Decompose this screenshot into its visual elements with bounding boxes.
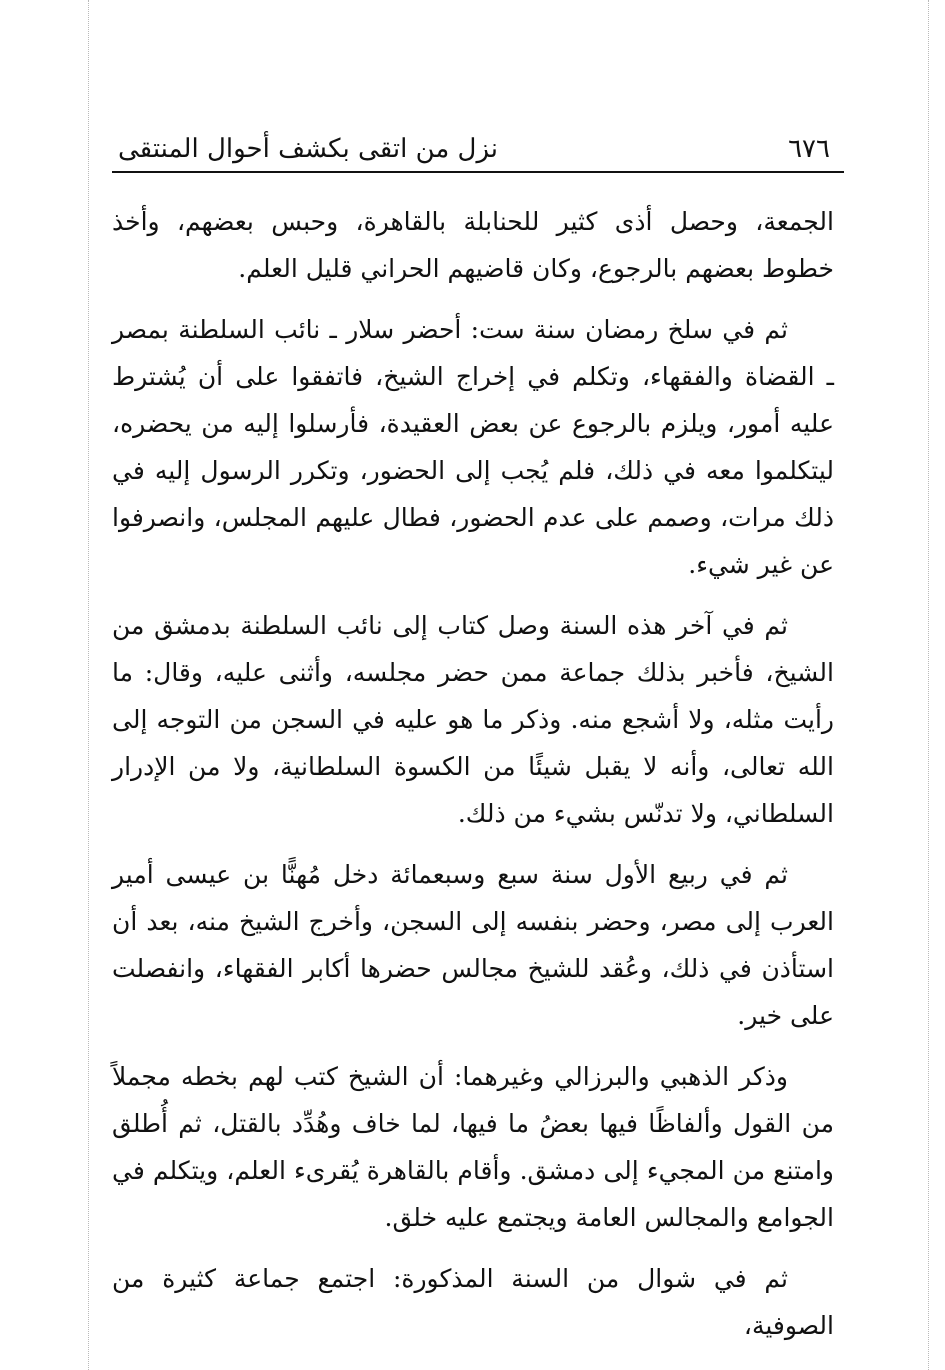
running-header <box>112 128 844 172</box>
main-text <box>112 198 834 1363</box>
paragraph-1: الجمعة، وحصل أذى كثير للحنابلة بالقاهرة، وحبس بعضهم، وأخذ خطوط بعضهم بالرجوع، وكان قاضيهم الحراني قليل العلم. <box>112 207 834 283</box>
paragraph-4: ثم في ربيع الأول سنة سبع وسبعمائة دخل مُهنًّا بن عيسى أمير العرب إلى مصر، وحضر بنفسه إلى السجن، وأخرج الشيخ منه، بعد أن استأذن في ذلك، وعُقد للشيخ مجالس حضرها أكابر الفقهاء، وانفصلت على خير. <box>112 860 834 1030</box>
header-divider <box>112 171 844 173</box>
page-fold-line-left <box>88 0 89 1370</box>
paragraph-2: ثم في سلخ رمضان سنة ست: أحضر سلار ـ نائب السلطنة بمصر ـ القضاة والفقهاء، وتكلم في إخراج الشيخ، فاتفقوا على أن يُشترط عليه أمور، ويلزم بالرجوع عن بعض العقيدة، فأرسلوا إليه من يحضره، ليتكلموا معه في ذلك، فلم يُجب إلى الحضور، وتكرر الرسول إليه في ذلك مرات، وصمم على عدم الحضور، فطال عليهم المجلس، وانصرفوا عن غير شيء. <box>112 315 834 579</box>
paragraph-3: ثم في آخر هذه السنة وصل كتاب إلى نائب السلطنة بدمشق من الشيخ، فأخبر بذلك جماعة ممن حضر مجلسه، وأثنى عليه، وقال: ما رأيت مثله، ولا أشجع منه. وذكر ما هو عليه في السجن من التوجه إلى الله تعالى، وأنه لا يقبل شيئًا من الكسوة السلطانية، ولا من الإدرار السلطاني، ولا تدنّس بشيء من ذلك. <box>112 611 834 828</box>
page-fold-line-right <box>928 0 929 1370</box>
page-number: ٦٧٦ <box>788 134 830 164</box>
paragraph-5: وذكر الذهبي والبرزالي وغيرهما: أن الشيخ كتب لهم بخطه مجملاً من القول وألفاظًا فيها بعضُ ما فيها، لما خاف وهُدِّد بالقتل، ثم أُطلق وامتنع من المجيء إلى دمشق. وأقام بالقاهرة يُقرىء العلم، ويتكلم في الجوامع والمجالس العامة ويجتمع عليه خلق. <box>112 1062 834 1232</box>
book-title: نزل من اتقى بكشف أحوال المنتقى <box>118 134 499 164</box>
paragraph-6: ثم في شوال من السنة المذكورة: اجتمع جماعة كثيرة من الصوفية، <box>112 1264 834 1340</box>
